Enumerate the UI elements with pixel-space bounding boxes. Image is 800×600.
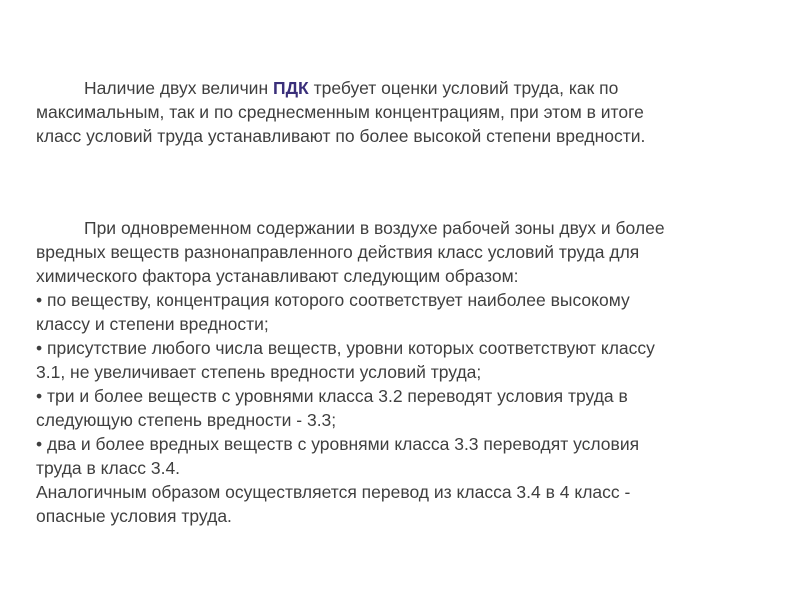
bullet-line-7: • два и более вредных веществ с уровнями класса 3.3 переводят условия [36, 434, 640, 454]
pdk-abbreviation: ПДК [273, 78, 309, 98]
bullet-line-3: • присутствие любого числа веществ, уровни которых соответствуют классу [36, 338, 655, 358]
bullet-line-2: классу и степени вредности; [36, 314, 269, 334]
bullet-line-4: 3.1, не увеличивает степень вредности условий труда; [36, 362, 482, 382]
bullet-line-8: труда в класс 3.4. [36, 458, 181, 478]
paragraph-pdk-line-2: максимальным, так и по среднесменным концентрациям, при этом в итоге [36, 102, 644, 122]
pdk-text-after: требует оценки условий труда, как по [308, 78, 619, 98]
intro-line-2: вредных веществ разнонаправленного действия класс условий труда для [36, 242, 640, 262]
paragraph-pdk-line-3: класс условий труда устанавливают по более высокой степени вредности. [36, 126, 646, 146]
bullet-line-6: следующую степень вредности - 3.3; [36, 410, 337, 430]
closing-line-1: Аналогичным образом осуществляется перевод из класса 3.4 в 4 класс - [36, 482, 631, 502]
paragraph-pdk [36, 76, 766, 148]
closing-line-2: опасные условия труда. [36, 506, 232, 526]
bullet-line-1: • по веществу, концентрация которого соответствует наиболее высокому [36, 290, 630, 310]
paragraph-mixed-substances [36, 216, 766, 528]
pdk-text-before: Наличие двух величин [84, 78, 273, 98]
intro-line-3: химического фактора устанавливают следующим образом: [36, 266, 519, 286]
intro-line-1: При одновременном содержании в воздухе рабочей зоны двух и более [84, 218, 665, 238]
bullet-line-5: • три и более веществ с уровнями класса 3.2 переводят условия труда в [36, 386, 628, 406]
paragraph-pdk-line-1 [36, 76, 766, 100]
